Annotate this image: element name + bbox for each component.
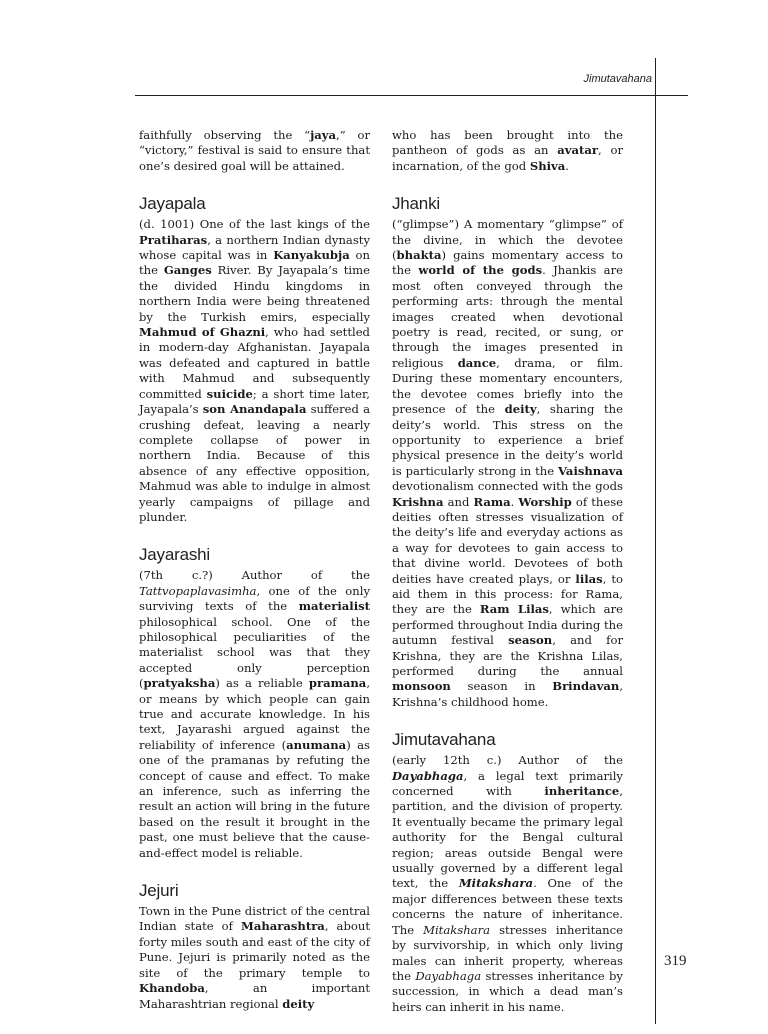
body-text: ) as a reliable xyxy=(215,676,309,691)
body-text: , to aid them in this process: for Rama, they are the xyxy=(392,571,624,617)
cross-reference: Mitakshara xyxy=(458,876,534,891)
body-text: , or incarnation, of the god xyxy=(392,143,623,173)
entry-heading: Jimutavahana xyxy=(392,730,496,750)
cross-reference: Dayabhaga xyxy=(392,768,464,783)
body-text: , an important Maharashtrian regional xyxy=(139,981,370,1011)
cross-reference: pramana xyxy=(308,676,367,691)
cross-reference: son Anandapala xyxy=(202,402,307,417)
body-text: ) gains momentary access to the xyxy=(392,248,623,278)
cross-reference: dance xyxy=(457,355,497,370)
body-text: stresses inheritance by succession, in which a dead man’s heirs can inherit in his name. xyxy=(392,968,623,1014)
running-head: Jimutavahana xyxy=(583,73,652,85)
cross-reference: Brindavan xyxy=(552,679,620,694)
body-text: , or means by which people can gain true and accurate knowledge. In his text, Jayarashi argued against the reliability of inference ( xyxy=(139,676,370,752)
cross-reference: monsoon xyxy=(392,679,451,694)
cross-reference: Krishna xyxy=(392,494,444,509)
body-text: season in xyxy=(450,679,553,694)
entry-jhanki xyxy=(392,193,623,710)
body-text: stresses inheritance by survivorship, in which only living males can inherit property, whereas the xyxy=(392,922,623,983)
body-text: philosophical school. One of the philosophical peculiarities of the materialist school was that they accepted only perception ( xyxy=(139,614,370,691)
cross-reference: season xyxy=(508,633,553,648)
body-text: . Jhankis are most often conveyed through the performing arts: through the mental images created when devotional poetry is read, recited, or sung, or through the images presented in religious xyxy=(392,263,623,370)
body-text: , which are performed throughout India during the autumn festival xyxy=(392,602,623,648)
cross-reference: inheritance xyxy=(544,784,620,799)
body-text: (7th c.?) Author of the xyxy=(139,568,370,583)
cross-reference: Worship xyxy=(518,494,572,509)
body-text: ,” or “victory,” festival is said to ensure that one’s desired goal will be attained. xyxy=(139,128,370,173)
body-text: , sharing the deity’s world. This stress on the opportunity to experience a brief physical presence in the deity’s world is particularly strong in the xyxy=(392,402,623,478)
body-text: , about forty miles south and east of the city of Pune. Jejuri is primarily noted as the site of the primary temple to xyxy=(139,919,370,980)
header-rule xyxy=(135,95,688,96)
cross-reference: Ram Lilas xyxy=(479,602,549,617)
body-text: . xyxy=(510,494,519,509)
entry-jimutavahana xyxy=(392,729,623,1015)
cross-reference: avatar xyxy=(557,143,599,158)
cross-reference: Vaishnava xyxy=(558,463,623,478)
cross-reference: Mahmud of Ghazni xyxy=(139,325,266,340)
body-text: (d. 1001) One of the last kings of the xyxy=(139,217,370,232)
body-text: , Krishna’s childhood home. xyxy=(392,679,623,709)
right-column xyxy=(392,128,623,1034)
cross-reference: materialist xyxy=(298,599,370,614)
entry-continuation xyxy=(139,128,370,174)
body-text: , a legal text primarily concerned with xyxy=(392,768,623,799)
entry-continuation xyxy=(392,128,623,174)
cross-reference: anumana xyxy=(286,737,347,752)
body-text: suffered a crushing defeat, leaving a nearly complete collapse of power in northern India. Because of this absence of any effective opposition, Mahmud was able to indulge in almost yearly campaigns of pillage and plunder. xyxy=(139,402,371,524)
body-text: faithfully observing the “ xyxy=(139,128,311,142)
entry-body xyxy=(139,568,370,861)
cross-reference: Ganges xyxy=(163,263,212,278)
entry-body xyxy=(139,217,370,525)
body-text: , a northern Indian dynasty whose capital was in xyxy=(139,232,370,263)
body-text: (early 12th c.) Author of the xyxy=(392,753,623,768)
cross-reference: Tattvopaplavasimha xyxy=(139,583,257,598)
cross-reference: Khandoba xyxy=(139,981,205,996)
body-text: . One of the major differences between these texts concerns the nature of inheritance. The xyxy=(392,876,623,937)
entry-heading: Jayarashi xyxy=(139,545,210,565)
body-text: ) as one of the pramanas by refuting the concept of cause and effect. To make an inference, such as inferring the result an action will bring in the future based on the result it brought in the past, one must believe that the cause-and-effect model is reliable. xyxy=(139,737,370,860)
body-text: Town in the Pune district of the central Indian state of xyxy=(139,904,370,934)
entry-heading: Jayapala xyxy=(139,194,206,214)
cross-reference: Rama xyxy=(473,494,511,509)
body-text: (“glimpse”) A momentary “glimpse” of the divine, in which the devotee ( xyxy=(392,217,623,263)
body-text: on the xyxy=(139,248,370,278)
cross-reference: Shiva xyxy=(529,158,566,173)
body-text: devotionalism connected with the gods xyxy=(392,479,623,494)
cross-reference: jaya xyxy=(310,128,337,142)
body-text: of these deities often stresses visualization of the deity’s life and everyday actions as a way for devotees to gain access to that divine world. Devotees of both deities have created plays, or xyxy=(392,494,623,586)
entry-heading: Jejuri xyxy=(139,881,179,901)
entry-jejuri xyxy=(139,880,370,1012)
entry-body xyxy=(392,753,623,1015)
body-text: ; a short time later, Jayapala’s xyxy=(139,386,370,417)
entry-body xyxy=(139,904,370,1012)
page-number: 319 xyxy=(664,953,687,969)
body-text: River. By Jayapala’s time the divided Hindu kingdoms in northern India were being threatened by the Turkish emirs, especially xyxy=(139,263,370,324)
margin-rule xyxy=(655,58,656,1024)
body-text: , partition, and the division of property. It eventually became the primary legal authority for the Bengal cultural region; areas outside Bengal were usually governed by a different legal text, the xyxy=(392,784,623,891)
body-text: . xyxy=(565,158,569,173)
cross-reference: deity xyxy=(504,402,537,417)
cross-reference: lilas xyxy=(575,571,603,586)
body-text: and xyxy=(443,494,474,509)
cross-reference: bhakta xyxy=(396,248,442,263)
body-text: , and for Krishna, they are the Krishna Lilas, performed during the annual xyxy=(392,633,623,678)
cross-reference: suicide xyxy=(206,386,253,401)
left-column xyxy=(139,128,370,1031)
cross-reference: deity xyxy=(282,996,315,1011)
cross-reference: Mitakshara xyxy=(423,922,491,937)
body-text: who has been brought into the pantheon of gods as an xyxy=(392,128,623,158)
cross-reference: world of the gods xyxy=(418,263,543,278)
cross-reference: Dayabhaga xyxy=(415,968,482,983)
entry-heading: Jhanki xyxy=(392,194,440,214)
body-text: , who had settled in modern-day Afghanistan. Jayapala was defeated and captured in battle with Mahmud and subsequently committed xyxy=(139,325,370,401)
cross-reference: pratyaksha xyxy=(143,676,216,691)
body-text: , one of the only surviving texts of the xyxy=(139,583,370,614)
cross-reference: Kanyakubja xyxy=(273,248,350,263)
entry-body xyxy=(392,128,623,174)
entry-body xyxy=(139,128,370,174)
entry-jayarashi xyxy=(139,544,370,861)
cross-reference: Maharashtra xyxy=(240,919,325,934)
body-text: , drama, or film. During these momentary encounters, the devotee comes briefly into the presence of the xyxy=(392,355,623,417)
entry-jayapala xyxy=(139,193,370,525)
cross-reference: Pratiharas xyxy=(139,232,208,247)
entry-body xyxy=(392,217,623,710)
